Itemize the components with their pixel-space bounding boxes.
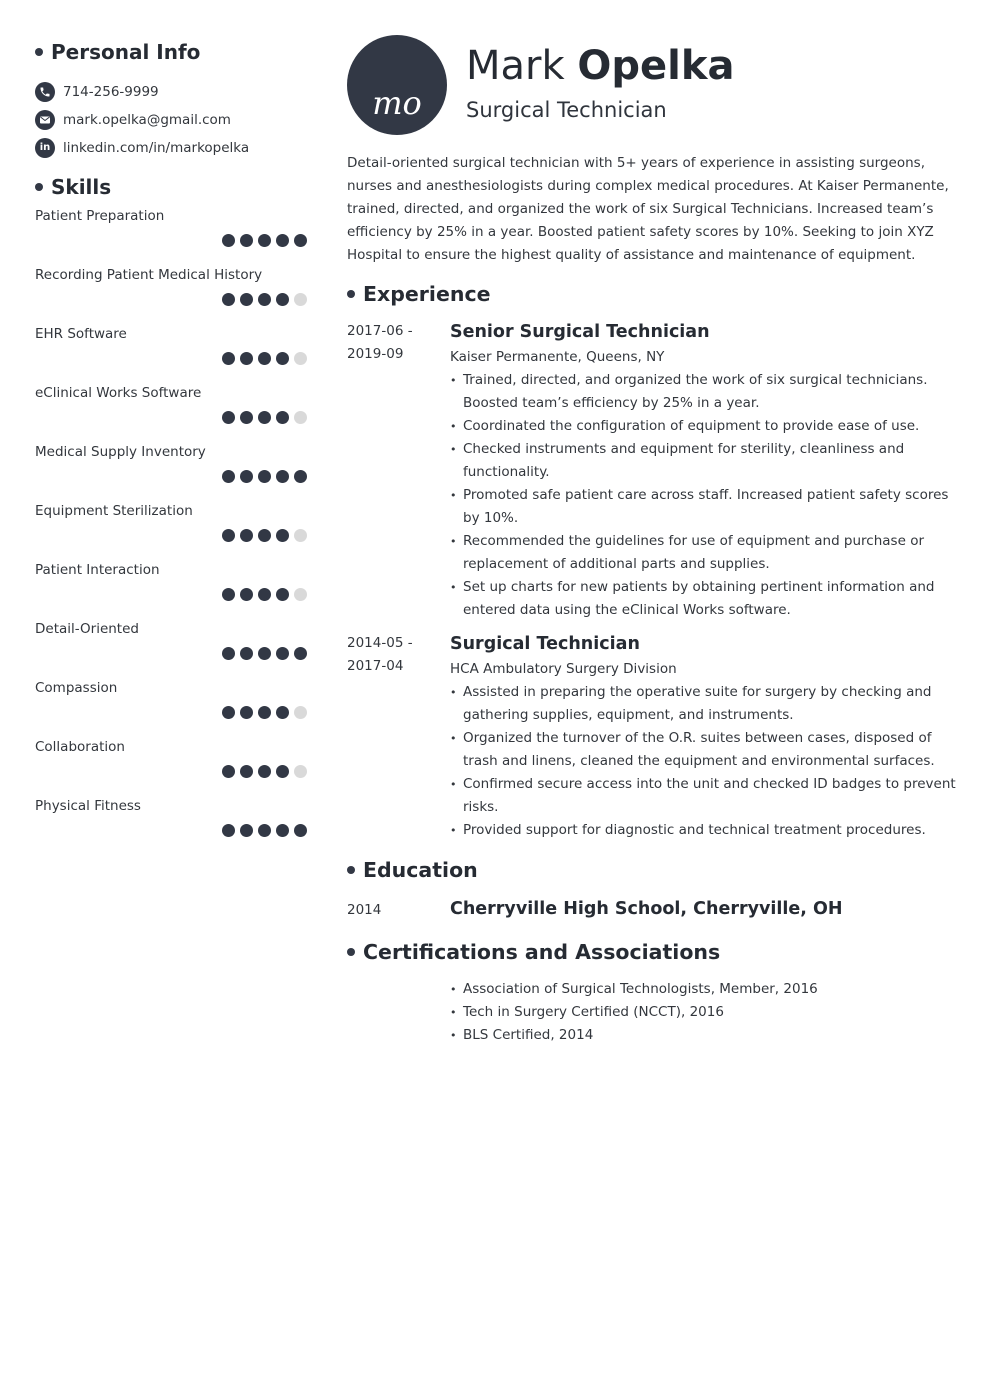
rating-dot-empty — [294, 765, 307, 778]
skills-heading: Skills — [35, 173, 307, 201]
rating-dot-filled — [222, 234, 235, 247]
rating-dot-filled — [258, 470, 271, 483]
rating-dot-filled — [222, 529, 235, 542]
main-content — [347, 35, 959, 1047]
rating-dot-filled — [294, 647, 307, 660]
skill-item — [35, 736, 307, 795]
rating-dot-filled — [222, 588, 235, 601]
experience-entry — [347, 320, 959, 622]
skill-name: Physical Fitness — [35, 798, 141, 814]
list-item: • Checked instruments and equipment for sterility, cleanliness and functionality. — [450, 438, 959, 484]
role-title: Surgical Technician — [450, 634, 640, 654]
rating-dot-filled — [222, 293, 235, 306]
rating-dot-filled — [258, 234, 271, 247]
rating-dot-filled — [258, 352, 271, 365]
rating-dot-filled — [240, 706, 253, 719]
rating-dot-filled — [258, 588, 271, 601]
list-item: • Promoted safe patient care across staff. Increased patient safety scores by 10%. — [450, 484, 959, 530]
list-item: • Assisted in preparing the operative suite for surgery by checking and gathering supplies, equipment, and instruments. — [450, 681, 959, 727]
achievement-list — [450, 369, 959, 622]
entry-body — [450, 632, 959, 842]
rating-dot-filled — [258, 765, 271, 778]
list-item: • Tech in Surgery Certified (NCCT), 2016 — [450, 1001, 959, 1024]
skill-rating — [222, 352, 307, 365]
list-item: • Organized the turnover of the O.R. suites between cases, disposed of trash and linens, cleaned the equipment and environmental surfaces. — [450, 727, 959, 773]
skill-rating — [222, 765, 307, 778]
rating-dot-filled — [258, 706, 271, 719]
skill-item — [35, 677, 307, 736]
list-item: • Trained, directed, and organized the work of six surgical technicians. Boosted team’s efficiency by 25% in a year. — [450, 369, 959, 415]
rating-dot-filled — [240, 470, 253, 483]
rating-dot-filled — [276, 352, 289, 365]
phone-icon — [35, 82, 55, 102]
rating-dot-empty — [294, 706, 307, 719]
rating-dot-filled — [276, 529, 289, 542]
rating-dot-empty — [294, 293, 307, 306]
education-heading: Education — [347, 855, 959, 885]
skill-name: Compassion — [35, 680, 118, 696]
rating-dot-filled — [240, 824, 253, 837]
skill-item — [35, 500, 307, 559]
rating-dot-filled — [222, 411, 235, 424]
email-icon — [35, 110, 55, 130]
rating-dot-empty — [294, 352, 307, 365]
summary-paragraph: Detail-oriented surgical technician with 5+ years of experience in assisting surgeons, nurses and anesthesiologists during complex medical procedures. At Kaiser Permanente, trained, directed, and organized the work of six Surgical Technicians. Increased team’s efficiency by 25% in a year. Boosted patient safety scores by 10%. Seeking to join XYZ Hospital to ensure the highest quality of assistance and maintenance of equipment. — [347, 155, 949, 263]
skill-name: Medical Supply Inventory — [35, 444, 206, 460]
bullet-dot-icon — [35, 48, 43, 56]
certifications-heading: Certifications and Associations — [347, 937, 959, 967]
skill-item — [35, 323, 307, 382]
monogram-avatar: mo — [347, 35, 447, 135]
rating-dot-filled — [240, 293, 253, 306]
skill-item — [35, 795, 307, 854]
skill-name: Detail-Oriented — [35, 621, 139, 637]
achievement-list — [450, 681, 959, 842]
rating-dot-empty — [294, 529, 307, 542]
job-title: Surgical Technician — [466, 98, 667, 122]
skill-item — [35, 441, 307, 500]
rating-dot-filled — [276, 470, 289, 483]
experience-entry — [347, 632, 959, 842]
rating-dot-filled — [258, 411, 271, 424]
skill-item — [35, 264, 307, 323]
entry-body — [450, 320, 959, 622]
school-name: Cherryville High School, Cherryville, OH — [450, 899, 843, 919]
bullet-dot-icon — [347, 866, 355, 874]
entry-dates: 2014-05 - 2017-04 — [347, 635, 413, 674]
rating-dot-filled — [240, 529, 253, 542]
full-name — [466, 43, 735, 89]
rating-dot-filled — [294, 234, 307, 247]
role-title: Senior Surgical Technician — [450, 322, 710, 342]
company-name: Kaiser Permanente, Queens, NY — [450, 349, 665, 365]
list-item: • Coordinated the configuration of equipment to provide ease of use. — [450, 415, 959, 438]
personal-info-heading: Personal Info — [35, 38, 307, 66]
list-item: • Association of Surgical Technologists, Member, 2016 — [450, 978, 959, 1001]
bullet-dot-icon — [347, 290, 355, 298]
list-item: • Set up charts for new patients by obtaining pertinent information and entered data using the eClinical Works software. — [450, 576, 959, 622]
sidebar — [35, 38, 307, 854]
skill-rating — [222, 234, 307, 247]
skill-rating — [222, 411, 307, 424]
skill-rating — [222, 293, 307, 306]
rating-dot-filled — [222, 352, 235, 365]
linkedin-icon: in — [35, 138, 55, 158]
rating-dot-filled — [240, 588, 253, 601]
skill-name: Collaboration — [35, 739, 125, 755]
skill-name: Recording Patient Medical History — [35, 267, 263, 283]
rating-dot-filled — [240, 234, 253, 247]
rating-dot-filled — [276, 234, 289, 247]
rating-dot-empty — [294, 588, 307, 601]
contact-linkedin[interactable] — [35, 134, 307, 162]
resume-header — [347, 35, 959, 140]
bullet-dot-icon — [347, 948, 355, 956]
skill-rating — [222, 706, 307, 719]
bullet-dot-icon — [35, 183, 43, 191]
certifications-list — [450, 978, 959, 1047]
list-item: • Provided support for diagnostic and technical treatment procedures. — [450, 819, 959, 842]
skill-name: Equipment Sterilization — [35, 503, 193, 519]
rating-dot-filled — [222, 824, 235, 837]
contact-email[interactable] — [35, 106, 307, 134]
rating-dot-filled — [258, 293, 271, 306]
linkedin-text: linkedin.com/in/markopelka — [63, 140, 250, 156]
rating-dot-filled — [240, 352, 253, 365]
skill-item — [35, 205, 307, 264]
skill-name: EHR Software — [35, 326, 127, 342]
list-item: • Recommended the guidelines for use of equipment and purchase or replacement of additional parts and supplies. — [450, 530, 959, 576]
skill-rating — [222, 647, 307, 660]
first-name: Mark — [466, 43, 565, 89]
experience-heading: Experience — [347, 279, 959, 309]
skills-list — [35, 205, 307, 854]
skill-rating — [222, 588, 307, 601]
skill-name: Patient Preparation — [35, 208, 165, 224]
rating-dot-filled — [276, 588, 289, 601]
last-name: Opelka — [577, 43, 735, 89]
contact-list — [35, 78, 307, 162]
skill-item — [35, 382, 307, 441]
skill-item — [35, 559, 307, 618]
name-block — [466, 35, 734, 122]
rating-dot-filled — [240, 647, 253, 660]
skill-item — [35, 618, 307, 677]
skill-name: eClinical Works Software — [35, 385, 202, 401]
rating-dot-filled — [276, 411, 289, 424]
skill-rating — [222, 824, 307, 837]
skill-rating — [222, 470, 307, 483]
rating-dot-filled — [294, 470, 307, 483]
rating-dot-filled — [276, 293, 289, 306]
phone-text: 714-256-9999 — [63, 84, 159, 100]
skill-name: Patient Interaction — [35, 562, 160, 578]
rating-dot-filled — [240, 411, 253, 424]
entry-body — [450, 897, 959, 921]
rating-dot-filled — [276, 647, 289, 660]
education-entry — [347, 897, 959, 922]
rating-dot-filled — [258, 529, 271, 542]
rating-dot-filled — [240, 765, 253, 778]
rating-dot-filled — [276, 706, 289, 719]
rating-dot-filled — [222, 470, 235, 483]
list-item: • BLS Certified, 2014 — [450, 1024, 959, 1047]
contact-phone[interactable] — [35, 78, 307, 106]
rating-dot-filled — [258, 824, 271, 837]
email-text: mark.opelka@gmail.com — [63, 112, 231, 128]
rating-dot-filled — [222, 706, 235, 719]
rating-dot-filled — [222, 765, 235, 778]
rating-dot-empty — [294, 411, 307, 424]
company-name: HCA Ambulatory Surgery Division — [450, 661, 677, 677]
entry-dates: 2017-06 - 2019-09 — [347, 323, 413, 362]
education-year: 2014 — [347, 902, 382, 918]
rating-dot-filled — [258, 647, 271, 660]
rating-dot-filled — [222, 647, 235, 660]
skill-rating — [222, 529, 307, 542]
list-item: • Confirmed secure access into the unit and checked ID badges to prevent risks. — [450, 773, 959, 819]
rating-dot-filled — [276, 824, 289, 837]
rating-dot-filled — [294, 824, 307, 837]
rating-dot-filled — [276, 765, 289, 778]
